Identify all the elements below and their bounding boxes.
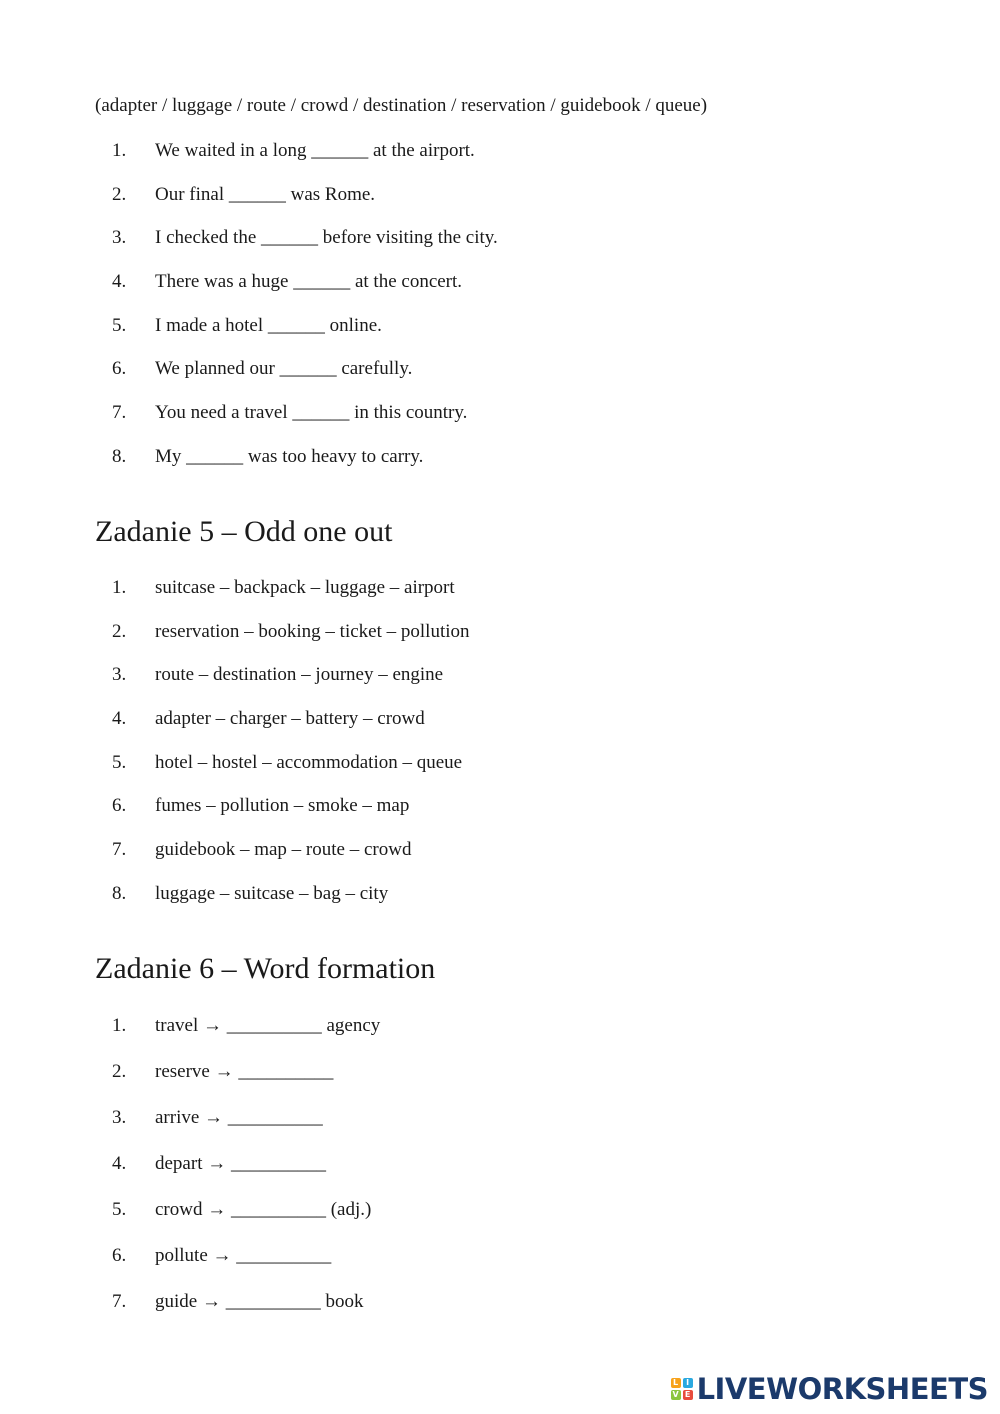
item-text: You need a travel ______ in this country. xyxy=(155,402,468,424)
item-number: 4. xyxy=(112,708,127,730)
item-text: reservation – booking – ticket – pollution xyxy=(155,620,470,642)
item-text: crowd → __________ (adj.) xyxy=(155,1199,372,1220)
item-number: 7. xyxy=(112,1291,127,1312)
item-number: 4. xyxy=(112,1153,127,1174)
logo-grid-icon xyxy=(671,1378,693,1400)
liveworksheets-logo[interactable] xyxy=(671,1372,988,1406)
item-text: fumes – pollution – smoke – map xyxy=(155,795,410,817)
item-text: arrive → __________ xyxy=(155,1107,323,1128)
item-text: Our final ______ was Rome. xyxy=(155,183,376,205)
item-number: 1. xyxy=(112,577,127,598)
item-text: adapter – charger – battery – crowd xyxy=(155,708,425,730)
item-number: 3. xyxy=(112,227,127,249)
item-text: I made a hotel ______ online. xyxy=(155,314,382,336)
item-number: 1. xyxy=(112,1015,127,1036)
item-number: 6. xyxy=(112,358,127,380)
item-text: I checked the ______ before visiting the city. xyxy=(155,227,498,249)
item-text: pollute → __________ xyxy=(155,1245,332,1266)
item-number: 3. xyxy=(112,1107,127,1128)
item-number: 2. xyxy=(112,620,127,642)
item-number: 5. xyxy=(112,751,127,773)
logo-tile: L xyxy=(671,1378,681,1388)
item-text: reserve → __________ xyxy=(155,1061,334,1082)
logo-tile: V xyxy=(672,1390,679,1399)
task6-heading: Zadanie 6 – Word formation xyxy=(95,952,436,985)
logo-tile: I xyxy=(683,1378,693,1388)
item-text: My ______ was too heavy to carry. xyxy=(155,445,424,467)
logo-tile: E xyxy=(683,1390,693,1400)
item-number: 8. xyxy=(112,882,127,904)
item-text: luggage – suitcase – bag – city xyxy=(155,882,389,904)
task5-heading: Zadanie 5 – Odd one out xyxy=(95,515,393,548)
logo-text: LIVEWORKSHEETS xyxy=(696,1372,988,1406)
item-number: 4. xyxy=(112,271,127,293)
item-text: suitcase – backpack – luggage – airport xyxy=(155,577,455,598)
item-text: There was a huge ______ at the concert. xyxy=(155,271,463,293)
item-number: 7. xyxy=(112,402,127,424)
item-number: 5. xyxy=(112,1199,127,1220)
item-text: depart → __________ xyxy=(155,1153,326,1174)
item-number: 2. xyxy=(112,1061,127,1082)
item-number: 8. xyxy=(112,445,127,467)
item-text: route – destination – journey – engine xyxy=(155,664,444,686)
word-bank: (adapter / luggage / route / crowd / destination / reservation / guidebook / queue) xyxy=(95,95,708,116)
item-number: 6. xyxy=(112,1245,127,1266)
item-text: guide → __________ book xyxy=(155,1291,364,1312)
item-number: 3. xyxy=(112,664,127,686)
item-number: 6. xyxy=(112,795,127,817)
item-text: We planned our ______ carefully. xyxy=(155,358,413,380)
item-text: guidebook – map – route – crowd xyxy=(155,839,412,861)
item-number: 7. xyxy=(112,839,127,861)
item-text: hotel – hostel – accommodation – queue xyxy=(155,751,463,773)
item-number: 5. xyxy=(112,314,127,336)
item-text: travel → __________ agency xyxy=(155,1015,381,1036)
item-number: 2. xyxy=(112,183,127,205)
item-text: We waited in a long ______ at the airport. xyxy=(155,140,475,161)
item-number: 1. xyxy=(112,140,127,161)
